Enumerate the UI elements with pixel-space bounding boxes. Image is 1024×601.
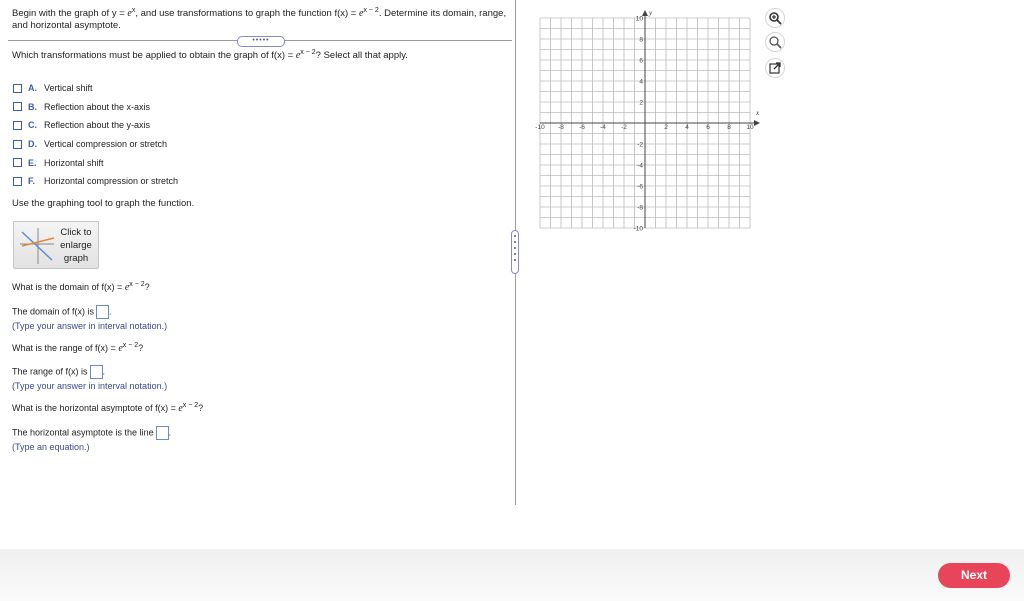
range-question: What is the range of $f(x) = e^{x - 2}$?: [12, 342, 144, 354]
enlarge-graph-button[interactable]: Click to enlarge graph: [13, 221, 99, 269]
x-axis-label: x: [756, 109, 760, 117]
range-hint: (Type your answer in interval notation.): [12, 381, 168, 391]
zoom-out-icon[interactable]: [765, 32, 785, 52]
y-tick-label: -6: [637, 183, 643, 191]
option-b[interactable]: B. Reflection about the x-axis: [13, 98, 178, 117]
expand-toggle-button[interactable]: •••••: [237, 36, 285, 47]
asymptote-answer: The horizontal asymptote is the line .: [12, 426, 171, 440]
checkbox[interactable]: [13, 102, 22, 111]
y-tick-label: 4: [639, 78, 643, 86]
y-axis-label: y: [649, 9, 653, 17]
option-e[interactable]: E. Horizontal shift: [13, 153, 178, 172]
y-tick-label: 10: [635, 15, 643, 23]
domain-input[interactable]: [96, 305, 109, 319]
graph-thumbnail-icon: [18, 226, 58, 266]
checkbox[interactable]: [13, 140, 22, 149]
option-a[interactable]: A. Vertical shift: [13, 79, 178, 98]
zoom-in-icon[interactable]: [765, 8, 785, 28]
asymptote-question: What is the horizontal asymptote of $f(x) = e^{x - 2}$?: [12, 402, 204, 414]
checkbox[interactable]: [13, 84, 22, 93]
x-axis-arrow: [754, 120, 760, 126]
asymptote-input[interactable]: [156, 426, 169, 440]
splitter-handle[interactable]: [511, 230, 519, 274]
graph-area[interactable]: [530, 8, 760, 240]
question-text: Begin with the graph of $y = e^x$, and use transformations to graph the function $f(x) = e^{x - 2}$. Determine its domain, range, and horizontal asymptote.: [12, 6, 507, 31]
y-tick-label: 2: [639, 99, 643, 107]
domain-hint: (Type your answer in interval notation.): [12, 321, 168, 331]
options-list: [13, 79, 178, 191]
y-tick-label: -2: [637, 141, 643, 149]
x-tick-label: 8: [727, 124, 731, 131]
x-tick-label: -8: [558, 124, 564, 131]
asymptote-hint: (Type an equation.): [12, 442, 90, 452]
footer-bar: [0, 549, 1024, 601]
question-pane: [0, 0, 514, 505]
range-input[interactable]: [90, 365, 103, 379]
x-tick-label: -10: [535, 124, 545, 131]
y-tick-label: -10: [633, 225, 643, 233]
x-tick-label: 2: [664, 124, 668, 131]
y-tick-label: 6: [639, 57, 643, 65]
x-tick-label: -2: [621, 124, 627, 131]
domain-question: What is the domain of $f(x) = e^{x - 2}$?: [12, 281, 150, 293]
option-f[interactable]: F. Horizontal compression or stretch: [13, 172, 178, 191]
option-d[interactable]: D. Vertical compression or stretch: [13, 135, 178, 154]
x-tick-label: -4: [600, 124, 606, 131]
x-tick-label: -6: [579, 124, 585, 131]
x-tick-label: 6: [706, 124, 710, 131]
y-tick-label: -8: [637, 204, 643, 212]
x-tick-label: 10: [746, 124, 754, 131]
option-c[interactable]: C. Reflection about the y-axis: [13, 116, 178, 135]
range-answer: The range of f(x) is .: [12, 365, 105, 379]
checkbox[interactable]: [13, 121, 22, 130]
open-external-icon[interactable]: [765, 58, 785, 78]
y-tick-label: 8: [639, 36, 643, 44]
checkbox[interactable]: [13, 158, 22, 167]
x-tick-label: 4: [685, 124, 689, 131]
domain-answer: The domain of f(x) is .: [12, 305, 112, 319]
instruction-text: Use the graphing tool to graph the function.: [12, 198, 195, 209]
y-tick-label: -4: [637, 162, 643, 170]
checkbox[interactable]: [13, 177, 22, 186]
next-button[interactable]: Next: [938, 563, 1010, 588]
select-question: Which transformations must be applied to obtain the graph of $f(x) = e^{x - 2}$? Select all that apply.: [12, 48, 408, 61]
